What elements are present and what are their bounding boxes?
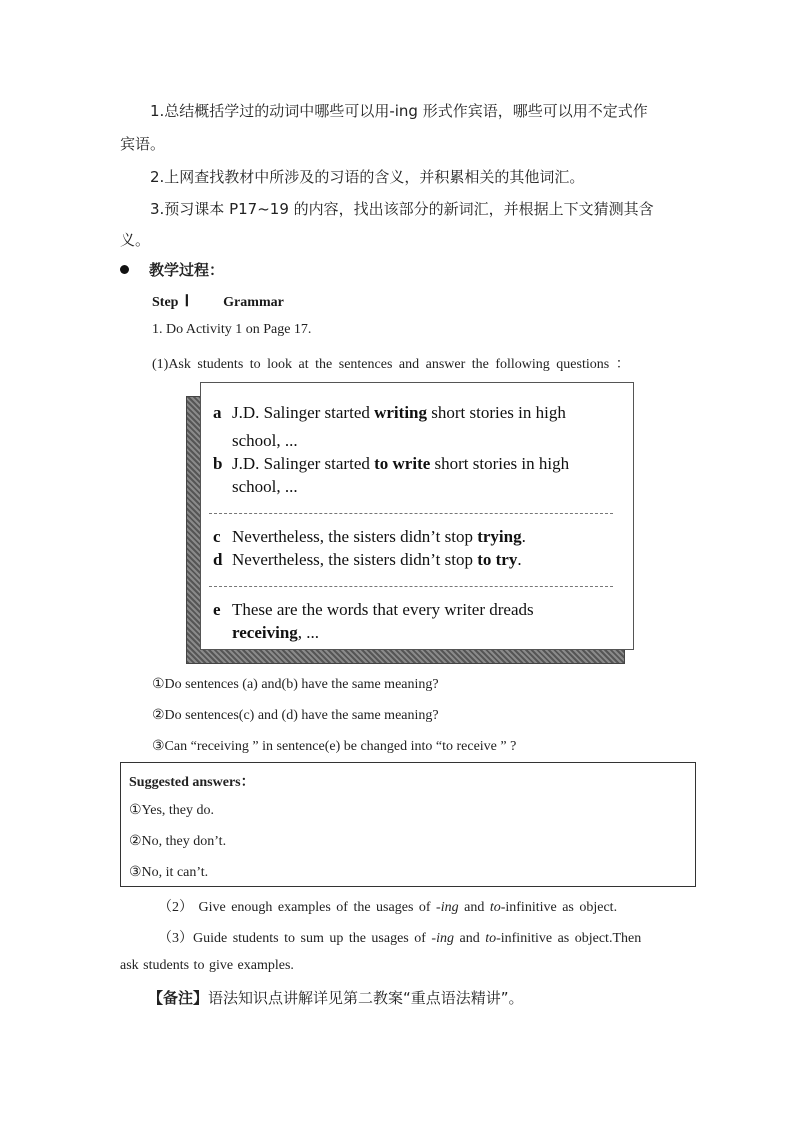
sentence-e-text: These are the words that every writer dreads: [232, 600, 534, 619]
step-heading: [152, 291, 284, 311]
guide-2-and: and: [458, 900, 490, 915]
divider: [209, 513, 613, 514]
guide-2-ing: ing: [440, 900, 459, 915]
sentence-e-cont: [232, 623, 319, 643]
guide-step-3-line-2: ask students to give examples.: [120, 958, 294, 973]
note-tag: 【备注】: [148, 989, 209, 1007]
step-title: Grammar: [223, 295, 284, 310]
guide-2-rest: -infinitive as object.: [500, 900, 618, 915]
sentence-c-text: Nevertheless, the sisters didn’t stop: [232, 527, 478, 546]
answers-heading: Suggested answers：: [129, 775, 255, 790]
sentence-e-bold: receiving: [232, 623, 298, 642]
guide-step-2: [158, 896, 617, 916]
guide-3-ing: ing: [436, 931, 454, 946]
answer-3: ③No, it can’t.: [129, 865, 209, 880]
sentence-b-rest: short stories in high: [430, 454, 570, 473]
sentence-d-label: d: [213, 550, 223, 569]
sentence-a-text: J.D. Salinger started: [232, 403, 375, 422]
section-heading-row: [120, 259, 224, 280]
guide-2-to: to: [489, 900, 501, 915]
sentence-c-label: c: [213, 527, 221, 546]
guide-step-3: [158, 927, 641, 947]
sentence-b: [213, 454, 569, 474]
sentence-d-text: Nevertheless, the sisters didn’t stop: [232, 550, 478, 569]
sentence-e: [213, 600, 534, 620]
intro-item-1-line-2: 宾语。: [120, 135, 166, 153]
note-line: [148, 987, 524, 1008]
sentence-d-rest: .: [517, 550, 522, 569]
sentence-b-cont: school, ...: [232, 477, 298, 496]
sentence-d-bold: to try: [477, 550, 518, 569]
sentence-b-bold: to write: [374, 454, 431, 473]
guide-3-to: to: [485, 931, 497, 946]
guide-3-and: and: [453, 931, 486, 946]
sentence-b-label: b: [213, 454, 223, 473]
sentence-a-cont: school, ...: [232, 431, 298, 450]
sentence-c: [213, 527, 526, 547]
suggested-answers-box: [120, 762, 696, 887]
sentence-a: [213, 403, 566, 423]
answer-2: ②No, they don’t.: [129, 834, 227, 849]
sentence-d: [213, 550, 522, 570]
step-label: Step: [152, 295, 179, 310]
intro-item-3-line-2: 义。: [120, 231, 151, 249]
activity-line: 1. Do Activity 1 on Page 17.: [152, 322, 312, 337]
step-number: Ⅰ: [184, 293, 190, 310]
intro-item-3-line-1: 3.预习课本 P17~19 的内容，找出该部分的新词汇，并根据上下文猜测其含: [150, 200, 654, 218]
sentence-c-bold: trying: [477, 527, 522, 546]
note-text: 语法知识点讲解详见第二教案“重点语法精讲”。: [208, 989, 524, 1007]
question-3: ③Can “receiving ” in sentence(e) be changed into “to receive ” ?: [152, 739, 517, 754]
section-heading: 教学过程：: [149, 261, 225, 279]
sentence-a-label: a: [213, 403, 222, 422]
instruction-line: (1)Ask students to look at the sentences and answer the following questions ：: [152, 357, 630, 372]
sentence-e-rest: , ...: [297, 623, 320, 642]
guide-2-text: （2） Give enough examples of the usages of -: [158, 900, 441, 915]
question-2: ②Do sentences(c) and (d) have the same meaning?: [152, 708, 439, 723]
intro-item-1-line-1: 1.总结概括学过的动词中哪些可以用-ing 形式作宾语，哪些可以用不定式作: [150, 102, 648, 120]
sentence-a-rest: short stories in high: [427, 403, 566, 422]
bullet-icon: [120, 265, 129, 274]
guide-3-text: （3）Guide students to sum up the usages of -: [158, 931, 437, 946]
answer-1: ①Yes, they do.: [129, 803, 215, 818]
guide-3-rest: -infinitive as object.Then: [496, 931, 642, 946]
example-sentences-figure: [200, 382, 634, 650]
intro-item-2: 2.上网查找教材中所涉及的习语的含义，并积累相关的其他词汇。: [150, 168, 585, 186]
question-1: ①Do sentences (a) and(b) have the same meaning?: [152, 677, 439, 692]
sentence-a-bold: writing: [374, 403, 427, 422]
sentence-c-rest: .: [521, 527, 526, 546]
sentence-e-label: e: [213, 600, 221, 619]
sentence-b-text: J.D. Salinger started: [232, 454, 375, 473]
divider: [209, 586, 613, 587]
